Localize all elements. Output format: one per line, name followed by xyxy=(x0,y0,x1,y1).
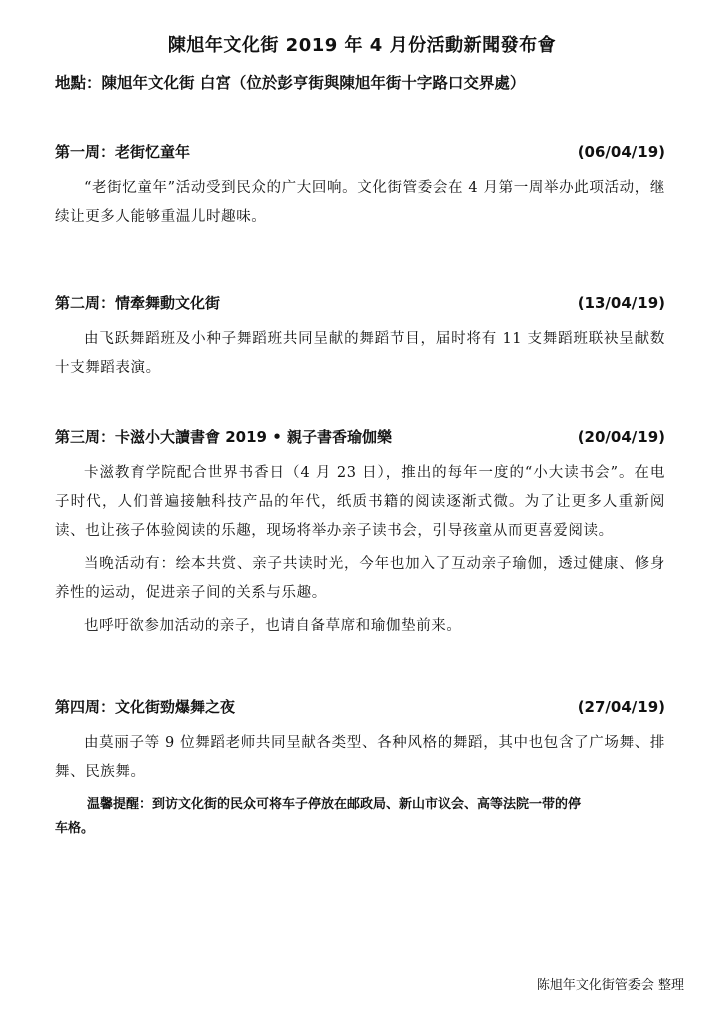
week-3-header xyxy=(55,425,665,449)
week-1-date: (06/04/19) xyxy=(577,143,665,161)
week-3-date: (20/04/19) xyxy=(577,428,665,446)
week-2-header xyxy=(55,291,665,315)
week-3-paragraph-3: 也呼吁欲参加活动的亲子，也请自备草席和瑜伽垫前来。 xyxy=(84,618,462,634)
week-4-heading: 第四周：文化街勁爆舞之夜 xyxy=(55,698,236,716)
parking-reminder xyxy=(55,793,665,841)
week-2-paragraph-1: 由飞跃舞蹈班及小种子舞蹈班共同呈献的舞蹈节目，届时将有 11 支舞蹈班联袂呈献数十支舞蹈表演。 xyxy=(55,331,665,376)
week-3-paragraph-2: 当晚活动有：绘本共赏、亲子共读时光，今年也加入了互动亲子瑜伽，透过健康、修身养性的运动，促进亲子间的关系与乐趣。 xyxy=(55,556,665,601)
week-3-section xyxy=(55,425,665,641)
week-3-heading: 第三周：卡滋小大讀書會 2019 • 親子書香瑜伽樂 xyxy=(55,428,393,446)
week-2-section xyxy=(55,291,665,383)
parking-reminder-line-2: 车格。 xyxy=(55,821,95,836)
parking-reminder-line-1: 温馨提醒：到访文化街的民众可将车子停放在邮政局、新山市议会、高等法院一带的停 xyxy=(87,797,582,812)
week-4-section xyxy=(55,695,665,841)
week-2-date: (13/04/19) xyxy=(577,294,665,312)
week-1-header xyxy=(55,140,665,164)
week-4-date: (27/04/19) xyxy=(577,698,665,716)
event-location: 地點：陳旭年文化街 白宮（位於彭亨街與陳旭年街十字路口交界處） xyxy=(55,74,526,92)
week-1-section xyxy=(55,140,665,232)
week-4-header xyxy=(55,695,665,719)
footer-credit: 陈旭年文化街管委会 整理 xyxy=(536,978,684,993)
week-1-paragraph-1: “老街忆童年”活动受到民众的广大回响。文化街管委会在 4 月第一周举办此项活动，继续让更多人能够重温儿时趣味。 xyxy=(55,180,665,225)
week-3-paragraph-1: 卡滋教育学院配合世界书香日（4 月 23 日），推出的每年一度的“小大读书会”。在电子时代，人们普遍接触科技产品的年代，纸质书籍的阅读逐渐式微。为了让更多人重新阅读、也让孩子体验阅读的乐趣，现场将举办亲子读书会，引导孩童从而更喜爱阅读。 xyxy=(55,465,665,539)
page-title: 陳旭年文化街 2019 年 4 月份活動新聞發布會 xyxy=(167,35,557,56)
week-2-heading: 第二周：情牽舞動文化街 xyxy=(55,294,221,312)
week-1-heading: 第一周：老街忆童年 xyxy=(55,143,191,161)
week-4-paragraph-1: 由莫丽子等 9 位舞蹈老师共同呈献各类型、各种风格的舞蹈，其中也包含了广场舞、排舞、民族舞。 xyxy=(55,735,665,780)
